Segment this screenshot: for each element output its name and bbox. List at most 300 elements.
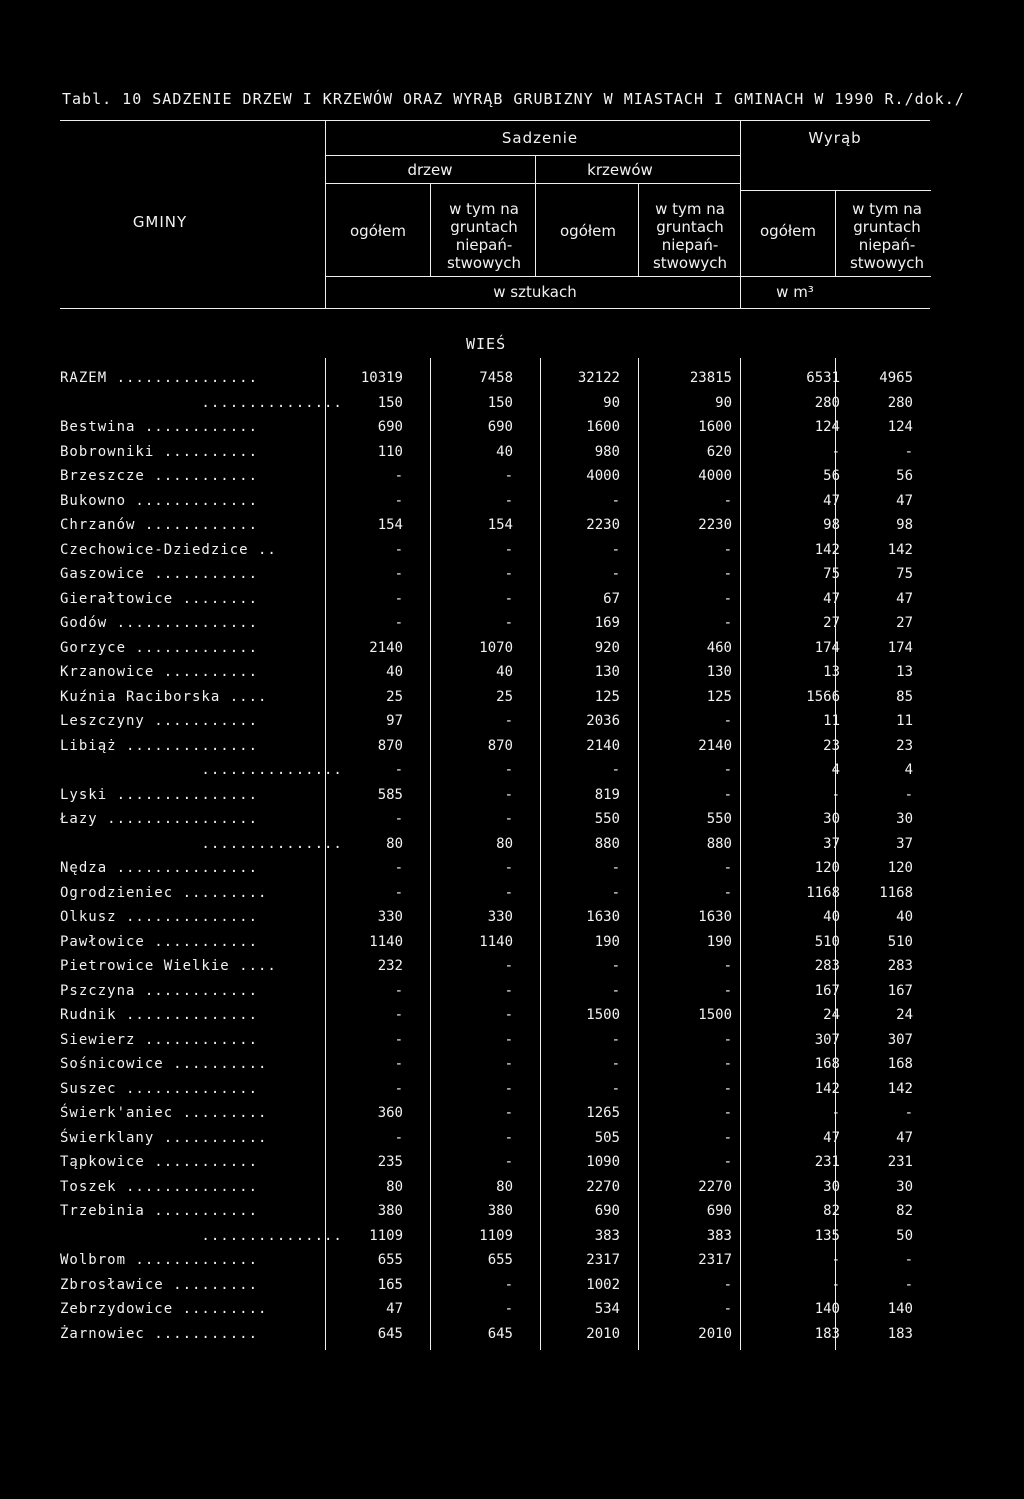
table-cell: - (904, 1277, 913, 1293)
table-cell: 690 (487, 419, 513, 435)
table-cell: - (611, 958, 620, 974)
table-cell: - (504, 615, 513, 631)
row-label: Siewierz ............ (60, 1032, 259, 1048)
table-cell: - (394, 542, 403, 558)
table-cell: 307 (814, 1032, 840, 1048)
table-cell: - (723, 1154, 732, 1170)
table-cell: - (394, 468, 403, 484)
table-cell: - (611, 762, 620, 778)
table-cell: - (504, 713, 513, 729)
table-cell: 165 (377, 1277, 403, 1293)
table-cell: 880 (594, 836, 620, 852)
table-cell: 23815 (689, 370, 732, 386)
table-cell: - (904, 444, 913, 460)
table-cell: 40 (386, 664, 403, 680)
row-label: Sośnicowice .......... (60, 1056, 268, 1072)
table-cell: 2140 (698, 738, 732, 754)
header-vline-6 (835, 190, 836, 276)
table-cell: - (504, 811, 513, 827)
table-cell: 40 (496, 444, 513, 460)
table-cell: 169 (594, 615, 620, 631)
table-cell: 190 (594, 934, 620, 950)
header-unit-m3: w m³ (776, 283, 814, 301)
table-cell: 140 (887, 1301, 913, 1317)
table-cell: 37 (896, 836, 913, 852)
table-cell: 620 (706, 444, 732, 460)
table-cell: 130 (594, 664, 620, 680)
table-cell: 25 (386, 689, 403, 705)
table-cell: 510 (887, 934, 913, 950)
header-vline-5 (740, 120, 741, 308)
table-cell: - (723, 1056, 732, 1072)
table-cell: - (394, 983, 403, 999)
table-cell: 85 (896, 689, 913, 705)
table-cell: 167 (814, 983, 840, 999)
table-cell: 150 (487, 395, 513, 411)
table-cell: 280 (887, 395, 913, 411)
table-cell: 142 (814, 542, 840, 558)
table-cell: 97 (386, 713, 403, 729)
table-cell: 550 (706, 811, 732, 827)
table-cell: 130 (706, 664, 732, 680)
header-vline-1 (325, 120, 326, 308)
table-cell: - (723, 493, 732, 509)
table-cell: - (394, 493, 403, 509)
table-cell: - (611, 1081, 620, 1097)
table-cell: - (504, 885, 513, 901)
table-cell: 30 (896, 811, 913, 827)
header-rule-units (325, 276, 931, 277)
table-cell: - (723, 1277, 732, 1293)
row-label: Gierałtowice ........ (60, 591, 259, 607)
table-cell: - (611, 566, 620, 582)
row-label: Libiąż .............. (60, 738, 259, 754)
table-cell: 47 (823, 591, 840, 607)
body-vline-5 (740, 358, 741, 1350)
table-cell: 47 (386, 1301, 403, 1317)
table-cell: 1566 (806, 689, 840, 705)
table-cell: 37 (823, 836, 840, 852)
table-cell: - (831, 1105, 840, 1121)
table-cell: - (504, 787, 513, 803)
table-cell: - (723, 1301, 732, 1317)
table-cell: - (394, 811, 403, 827)
table-cell: 154 (377, 517, 403, 533)
table-cell: 1600 (586, 419, 620, 435)
table-cell: 80 (386, 836, 403, 852)
table-cell: 1168 (879, 885, 913, 901)
table-cell: - (504, 958, 513, 974)
table-cell: 4965 (879, 370, 913, 386)
table-cell: 7458 (479, 370, 513, 386)
header-vline-3 (535, 155, 536, 276)
header-rule-sadzenie (325, 155, 740, 156)
row-label: Świerk'aniec ......... (60, 1105, 268, 1121)
row-label: Czechowice-Dziedzice .. (60, 542, 277, 558)
table-cell: 110 (377, 444, 403, 460)
table-title: Tabl. 10 SADZENIE DRZEW I KRZEWÓW ORAZ WYRĄB GRUBIZNY W MIASTACH I GMINACH W 1990 R./dok./ (62, 90, 965, 108)
header-unit-pieces: w sztukach (493, 283, 577, 301)
header-rule-wyrab (741, 190, 931, 191)
table-cell: - (504, 1154, 513, 1170)
table-cell: - (394, 1130, 403, 1146)
table-cell: 47 (896, 493, 913, 509)
table-cell: - (611, 1032, 620, 1048)
table-cell: 1109 (479, 1228, 513, 1244)
table-cell: 24 (823, 1007, 840, 1023)
table-cell: 383 (594, 1228, 620, 1244)
table-cell: 98 (823, 517, 840, 533)
table-cell: - (394, 762, 403, 778)
table-cell: - (723, 1105, 732, 1121)
table-cell: - (611, 1056, 620, 1072)
table-cell: 2140 (369, 640, 403, 656)
table-cell: - (611, 983, 620, 999)
table-cell: - (611, 542, 620, 558)
table-cell: - (831, 787, 840, 803)
table-cell: 56 (823, 468, 840, 484)
table-cell: 460 (706, 640, 732, 656)
table-cell: - (394, 1007, 403, 1023)
body-vline-4 (638, 358, 639, 1350)
table-cell: 13 (823, 664, 840, 680)
table-cell: - (904, 1252, 913, 1268)
table-cell: 11 (823, 713, 840, 729)
row-label: Gaszowice ........... (60, 566, 259, 582)
header-gminy: GMINY (132, 213, 188, 231)
table-cell: 1630 (698, 909, 732, 925)
table-cell: - (831, 1252, 840, 1268)
table-cell: 2270 (698, 1179, 732, 1195)
table-cell: 47 (896, 1130, 913, 1146)
table-cell: - (504, 1056, 513, 1072)
table-cell: 283 (887, 958, 913, 974)
table-cell: 690 (377, 419, 403, 435)
table-cell: - (723, 860, 732, 876)
table-cell: 2230 (586, 517, 620, 533)
table-cell: 80 (496, 836, 513, 852)
row-label: Bestwina ............ (60, 419, 259, 435)
table-cell: 380 (487, 1203, 513, 1219)
row-label: Zebrzydowice ......... (60, 1301, 268, 1317)
table-cell: 47 (896, 591, 913, 607)
table-cell: 167 (887, 983, 913, 999)
table-cell: - (723, 542, 732, 558)
table-cell: 27 (896, 615, 913, 631)
row-label: Suszec .............. (60, 1081, 259, 1097)
table-cell: 2230 (698, 517, 732, 533)
table-cell: - (723, 787, 732, 803)
table-cell: 1070 (479, 640, 513, 656)
table-cell: 280 (814, 395, 840, 411)
header-bottom-rule (60, 308, 930, 309)
table-cell: - (504, 493, 513, 509)
table-cell: 383 (706, 1228, 732, 1244)
table-cell: 870 (487, 738, 513, 754)
table-cell: 4 (831, 762, 840, 778)
table-cell: 154 (487, 517, 513, 533)
header-rule-drzew (325, 183, 740, 184)
table-cell: - (394, 860, 403, 876)
header-wyrab: Wyrąb (808, 129, 862, 147)
table-cell: - (904, 1105, 913, 1121)
table-cell: 2270 (586, 1179, 620, 1195)
table-cell: - (723, 1081, 732, 1097)
table-cell: 90 (715, 395, 732, 411)
table-cell: - (504, 1277, 513, 1293)
table-cell: - (394, 615, 403, 631)
row-label: Zbrosławice ......... (60, 1277, 259, 1293)
table-cell: 690 (706, 1203, 732, 1219)
row-label: Bukowno ............. (60, 493, 259, 509)
table-cell: 190 (706, 934, 732, 950)
table-cell: 124 (814, 419, 840, 435)
table-cell: 550 (594, 811, 620, 827)
table-cell: 90 (603, 395, 620, 411)
table-cell: 23 (896, 738, 913, 754)
table-cell: 25 (496, 689, 513, 705)
table-cell: 174 (814, 640, 840, 656)
table-cell: - (504, 762, 513, 778)
table-cell: 1500 (586, 1007, 620, 1023)
table-cell: - (504, 1130, 513, 1146)
table-cell: 23 (823, 738, 840, 754)
row-label: RAZEM ............... (60, 370, 259, 386)
table-cell: 4 (904, 762, 913, 778)
table-cell: 235 (377, 1154, 403, 1170)
header-krzewow: krzewów (587, 161, 653, 179)
row-label: Ogrodzieniec ......... (60, 885, 268, 901)
table-cell: 1140 (369, 934, 403, 950)
table-cell: 183 (887, 1326, 913, 1342)
table-cell: 2010 (586, 1326, 620, 1342)
row-label: Toszek .............. (60, 1179, 259, 1195)
table-cell: 47 (823, 1130, 840, 1146)
table-cell: 82 (823, 1203, 840, 1219)
table-cell: 27 (823, 615, 840, 631)
table-cell: 40 (823, 909, 840, 925)
table-cell: 645 (487, 1326, 513, 1342)
table-cell: 585 (377, 787, 403, 803)
row-label: Brzeszcze ........... (60, 468, 259, 484)
header-top-rule (60, 120, 930, 121)
row-label: Rudnik .............. (60, 1007, 259, 1023)
table-cell: 30 (896, 1179, 913, 1195)
table-cell: - (394, 566, 403, 582)
table-cell: 4000 (586, 468, 620, 484)
table-cell: - (723, 958, 732, 974)
row-label: Pietrowice Wielkie .... (60, 958, 277, 974)
table-cell: 2317 (698, 1252, 732, 1268)
table-cell: 125 (706, 689, 732, 705)
table-cell: 360 (377, 1105, 403, 1121)
table-cell: 283 (814, 958, 840, 974)
table-cell: 380 (377, 1203, 403, 1219)
table-cell: - (394, 591, 403, 607)
table-cell: 56 (896, 468, 913, 484)
header-ogolem-drzew: ogółem (350, 222, 406, 240)
table-cell: 125 (594, 689, 620, 705)
header-sadzenie: Sadzenie (501, 129, 579, 147)
table-cell: - (611, 885, 620, 901)
table-cell: 120 (814, 860, 840, 876)
table-cell: 1002 (586, 1277, 620, 1293)
header-vline-4 (638, 183, 639, 276)
table-cell: 920 (594, 640, 620, 656)
table-cell: 870 (377, 738, 403, 754)
table-cell: - (723, 615, 732, 631)
table-cell: - (723, 983, 732, 999)
header-ogolem-krzewow: ogółem (560, 222, 616, 240)
row-label: Tąpkowice ........... (60, 1154, 259, 1170)
table-cell: 1600 (698, 419, 732, 435)
header-vline-2 (430, 183, 431, 276)
header-wtym-krzewow: w tym na gruntach niepań- stwowych (652, 200, 728, 272)
table-cell: 1090 (586, 1154, 620, 1170)
table-cell: - (611, 860, 620, 876)
row-label: Wolbrom ............. (60, 1252, 259, 1268)
table-cell: - (504, 566, 513, 582)
table-cell: 140 (814, 1301, 840, 1317)
table-cell: 690 (594, 1203, 620, 1219)
table-cell: 11 (896, 713, 913, 729)
table-cell: 80 (496, 1179, 513, 1195)
header-wtym-drzew: w tym na gruntach niepań- stwowych (446, 200, 522, 272)
row-label: Łazy ................ (60, 811, 259, 827)
table-cell: 40 (496, 664, 513, 680)
table-cell: 75 (823, 566, 840, 582)
table-cell: - (723, 1130, 732, 1146)
table-cell: 1109 (369, 1228, 403, 1244)
table-cell: 183 (814, 1326, 840, 1342)
table-cell: - (504, 1007, 513, 1023)
row-label: Olkusz .............. (60, 909, 259, 925)
table-cell: - (394, 1032, 403, 1048)
table-cell: - (723, 591, 732, 607)
table-cell: - (504, 468, 513, 484)
table-cell: - (504, 860, 513, 876)
table-cell: 47 (823, 493, 840, 509)
table-cell: - (831, 444, 840, 460)
table-cell: 1265 (586, 1105, 620, 1121)
table-cell: - (723, 1032, 732, 1048)
table-cell: 142 (814, 1081, 840, 1097)
table-cell: 98 (896, 517, 913, 533)
row-label: Lyski ............... (60, 787, 259, 803)
table-cell: 4000 (698, 468, 732, 484)
table-cell: 1168 (806, 885, 840, 901)
header-ogolem-wyrab: ogółem (760, 222, 816, 240)
table-cell: 13 (896, 664, 913, 680)
row-label: ............... (60, 762, 343, 778)
table-cell: 24 (896, 1007, 913, 1023)
table-cell: - (723, 566, 732, 582)
table-cell: 67 (603, 591, 620, 607)
table-cell: 168 (887, 1056, 913, 1072)
table-cell: 150 (377, 395, 403, 411)
table-cell: 510 (814, 934, 840, 950)
section-label: WIEŚ (466, 335, 507, 353)
table-cell: 82 (896, 1203, 913, 1219)
table-cell: 655 (377, 1252, 403, 1268)
table-cell: - (723, 762, 732, 778)
table-cell: - (831, 1277, 840, 1293)
row-label: Krzanowice .......... (60, 664, 259, 680)
table-cell: 120 (887, 860, 913, 876)
table-cell: 819 (594, 787, 620, 803)
row-label: Pawłowice ........... (60, 934, 259, 950)
row-label: Żarnowiec ........... (60, 1326, 259, 1342)
table-cell: 50 (896, 1228, 913, 1244)
header-drzew: drzew (407, 161, 453, 179)
table-cell: 32122 (577, 370, 620, 386)
table-cell: 231 (887, 1154, 913, 1170)
table-cell: - (504, 1301, 513, 1317)
table-cell: - (723, 885, 732, 901)
row-label: Świerklany ........... (60, 1130, 268, 1146)
row-label: ............... (60, 395, 343, 411)
table-cell: - (504, 983, 513, 999)
table-cell: - (394, 1056, 403, 1072)
table-cell: 980 (594, 444, 620, 460)
row-label: ............... (60, 1228, 343, 1244)
table-cell: - (504, 1081, 513, 1097)
row-label: Trzebinia ........... (60, 1203, 259, 1219)
table-cell: 232 (377, 958, 403, 974)
table-cell: 135 (814, 1228, 840, 1244)
table-cell: - (904, 787, 913, 803)
table-cell: 231 (814, 1154, 840, 1170)
table-cell: 1500 (698, 1007, 732, 1023)
table-cell: 534 (594, 1301, 620, 1317)
table-cell: 1140 (479, 934, 513, 950)
row-label: Bobrowniki .......... (60, 444, 259, 460)
table-cell: 330 (377, 909, 403, 925)
table-cell: 880 (706, 836, 732, 852)
table-cell: 30 (823, 1179, 840, 1195)
table-cell: 2317 (586, 1252, 620, 1268)
table-cell: 40 (896, 909, 913, 925)
row-label: Nędza ............... (60, 860, 259, 876)
table-cell: 655 (487, 1252, 513, 1268)
header-wtym-wyrab: w tym na gruntach niepań- stwowych (849, 200, 925, 272)
table-cell: 1630 (586, 909, 620, 925)
table-cell: 2140 (586, 738, 620, 754)
table-cell: 168 (814, 1056, 840, 1072)
table-cell: 2010 (698, 1326, 732, 1342)
table-cell: 75 (896, 566, 913, 582)
row-label: Pszczyna ............ (60, 983, 259, 999)
table-cell: 142 (887, 1081, 913, 1097)
table-cell: 30 (823, 811, 840, 827)
table-cell: - (504, 591, 513, 607)
table-cell: 142 (887, 542, 913, 558)
table-cell: 6531 (806, 370, 840, 386)
row-label: Kuźnia Raciborska .... (60, 689, 268, 705)
table-cell: 2036 (586, 713, 620, 729)
table-cell: 10319 (360, 370, 403, 386)
row-label: Godów ............... (60, 615, 259, 631)
row-label: ............... (60, 836, 343, 852)
table-cell: 645 (377, 1326, 403, 1342)
table-cell: 505 (594, 1130, 620, 1146)
table-cell: - (504, 542, 513, 558)
table-cell: 124 (887, 419, 913, 435)
row-label: Chrzanów ............ (60, 517, 259, 533)
row-label: Gorzyce ............. (60, 640, 259, 656)
table-cell: - (611, 493, 620, 509)
table-cell: 330 (487, 909, 513, 925)
